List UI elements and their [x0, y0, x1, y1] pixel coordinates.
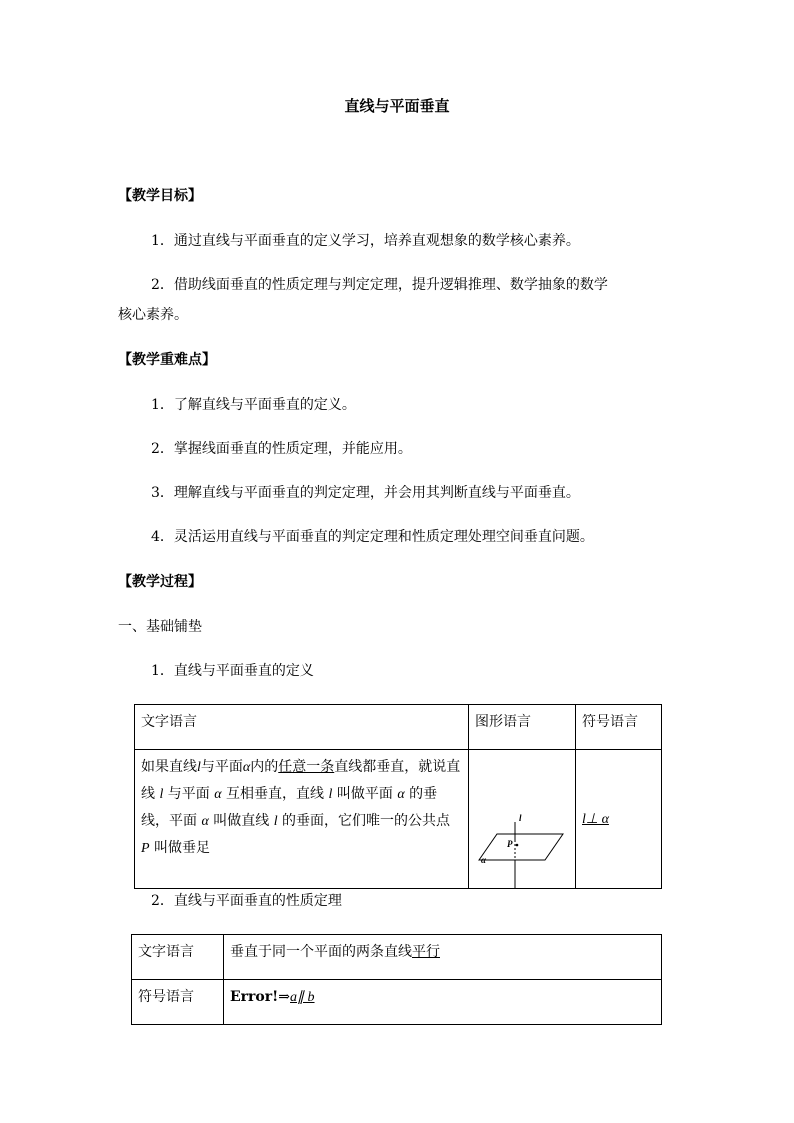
header-graphic-language: 图形语言 — [469, 705, 576, 750]
foot-point-P: P — [141, 841, 150, 856]
def-text: 叫做直线 — [208, 813, 274, 829]
plane-alpha: α — [214, 787, 222, 802]
header-text-language: 文字语言 — [135, 705, 469, 750]
def-text: 的垂面，它们唯一的公共点 — [277, 813, 451, 829]
objectives-item-2-line-2: 核心素养。 — [118, 307, 188, 323]
plane-alpha: α — [201, 814, 209, 829]
property-text: 垂直于同一个平面的两条直线 — [230, 944, 412, 960]
plane-alpha: α — [242, 760, 251, 775]
line-l: l — [328, 787, 333, 802]
line-l: l — [273, 814, 278, 829]
property-text-cell — [224, 935, 662, 980]
figure-label-P: P — [507, 839, 513, 849]
def-text: 叫做垂足 — [149, 840, 211, 856]
def-text: 内的 — [250, 759, 279, 775]
implies-arrow: ⇒ — [278, 989, 291, 1005]
figure-label-alpha: α — [481, 855, 486, 865]
row-label-text-language: 文字语言 — [132, 935, 224, 980]
property-symbol-cell — [224, 980, 662, 1025]
process-heading: 【教学过程】 — [118, 574, 202, 590]
row-label-symbol-language: 符号语言 — [132, 980, 224, 1025]
key-points-item-2: 2．掌握线面垂直的性质定理，并能应用。 — [151, 441, 412, 457]
def-text: 与平面 — [200, 759, 243, 775]
figure-cell — [469, 750, 576, 889]
def-text: 互相垂直，直线 — [221, 786, 329, 802]
error-text: Error! — [230, 989, 279, 1005]
process-item-definition: 1．直线与平面垂直的定义 — [151, 663, 314, 679]
symbol-cell — [576, 750, 662, 889]
page-title: 直线与平面垂直 — [344, 97, 450, 115]
def-text: 的垂线，平面 — [141, 786, 438, 829]
plane-alpha: α — [397, 787, 405, 802]
key-points-heading: 【教学重难点】 — [118, 352, 216, 368]
figure-label-l: l — [519, 813, 522, 823]
def-text: 与平面 — [163, 786, 215, 802]
underlined-any: 任意一条 — [278, 759, 335, 775]
key-points-item-1: 1．了解直线与平面垂直的定义。 — [151, 397, 356, 413]
process-subheading-1: 一、基础铺垫 — [118, 619, 202, 635]
definition-text-cell — [135, 750, 469, 889]
plane-parallelogram — [479, 834, 563, 860]
def-text: 叫做平面 — [332, 786, 398, 802]
property-underlined: 平行 — [412, 944, 440, 960]
line-plane-perpendicular-figure — [469, 750, 575, 888]
property-table — [131, 934, 662, 1025]
objectives-heading: 【教学目标】 — [118, 188, 202, 204]
def-text: 直线都垂直，就说直线 — [141, 759, 461, 802]
objectives-item-1: 1．通过直线与平面垂直的定义学习，培养直观想象的数学核心素养。 — [151, 233, 580, 249]
line-l: l — [159, 787, 164, 802]
def-text: 如果直线 — [141, 759, 197, 775]
key-points-item-4: 4．灵活运用直线与平面垂直的判定定理和性质定理处理空间垂直问题。 — [151, 529, 594, 545]
line-l: l — [197, 760, 201, 775]
property-result: a∥ b — [290, 990, 315, 1005]
foot-point — [516, 844, 519, 847]
process-item-property: 2．直线与平面垂直的性质定理 — [151, 893, 342, 909]
symbol-notation: l⊥ α — [582, 811, 609, 827]
key-points-item-3: 3．理解直线与平面垂直的判定定理，并会用其判断直线与平面垂直。 — [151, 485, 580, 501]
definition-table — [134, 704, 662, 889]
header-symbol-language: 符号语言 — [576, 705, 662, 750]
objectives-item-2-line-1: 2．借助线面垂直的性质定理与判定定理，提升逻辑推理、数学抽象的数学 — [151, 277, 608, 293]
